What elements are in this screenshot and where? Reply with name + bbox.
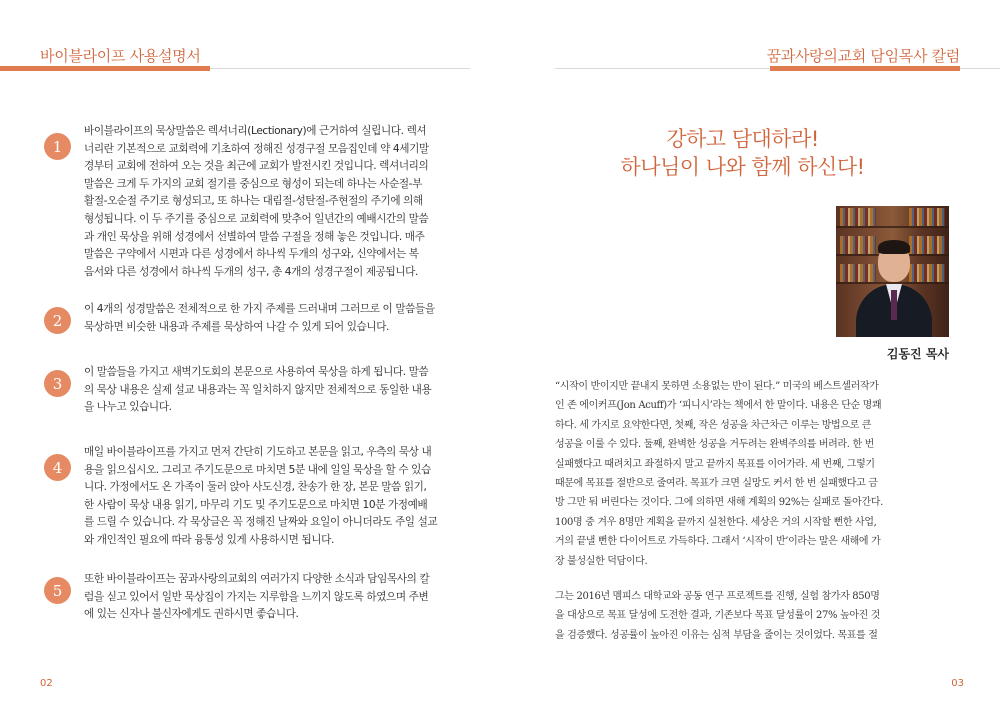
headline-line-1: 강하고 담대하라!: [666, 127, 819, 151]
headline-line-2: 하나님이 나와 함께 하신다!: [620, 155, 865, 179]
column-paragraph-1: “시작이 반이지만 끝내지 못하면 소용없는 반이 된다.” 미국의 베스트셀러작가 인 존 에이커프(Jon Acuff)가 ‘피니시’라는 책에서 한 말이다. 내용은 단순 명쾌 하다. 세 가지로 요약한다면, 첫째, 작은 성공을 차근차근 이루는 방법으로 큰 성공을 이룰 수 있다. 둘째, 완벽한 성공을 거두려는 완벽주의를 버려라. 한 번 실패했다고 때려치고 좌절하지 말고 끝까지 목표를 이어가라. 세 번째, 그렇기 때문에 목표를 절반으로 줄여라. 목표가 크면 실망도 커서 한 번 실패했다고 금 방 그만 둬 버린다는 것이다. 그에 의하면 새해 계획의 92%는 실패로 돌아간다. 100명 중 겨우 8명만 계획을 끝까지 실천한다. 세상은 거의 시작할 뻔한 사업, 거의 끝낼 뻔한 다이어트로 가득하다. 그래서 ‘시작이 반’이라는 말은 새해에 가 장 불성실한 덕담이다.: [555, 381, 883, 567]
left-page-number: 02: [40, 678, 53, 689]
column-headline: [555, 125, 930, 181]
left-header-accent-bar: [0, 66, 210, 71]
item-text-2: 이 4개의 성경말씀은 전체적으로 한 가지 주제를 드러내며 그러므로 이 말씀들을 묵상하면 비슷한 내용과 주제를 묵상하여 나갈 수 있게 되어 있습니다.: [84, 303, 435, 333]
right-header-title: 꿈과사랑의교회 담임목사 칼럼: [766, 47, 960, 65]
item-text-4: 매일 바이블라이프를 가지고 먼저 간단히 기도하고 본문을 읽고, 우측의 묵상 내 용을 읽으십시오. 그리고 주기도문으로 마치면 5분 내에 일일 묵상을 할 수 있습 니다. 가정에서도 온 가족이 둘러 앉아 사도신경, 찬송가 한 장, 본문 말씀 읽기, 한 사람이 묵상 내용 읽기, 마무리 기도 및 주기도문으로 마치면 10분 가정예배 를 드릴 수 있습니다. 각 묵상글은 꼭 정해진 날짜와 요일이 아니더라도 주일 설교 와 개인적인 필요에 따라 융통성 있게 사용하시면 됩니다.: [84, 446, 438, 546]
right-page: [500, 0, 1000, 709]
number-badge-3: 3: [44, 370, 71, 397]
item-text-3: 이 말씀들을 가지고 새벽기도회의 본문으로 사용하여 묵상을 하게 됩니다. 말씀 의 묵상 내용은 실제 설교 내용과는 꼭 일치하지 않지만 전체적으로 동일한 내용 을 나누고 있습니다.: [84, 366, 432, 414]
number-badge-1: 1: [44, 133, 71, 160]
number-badge-2: 2: [44, 307, 71, 334]
right-header-accent-bar: [770, 66, 960, 71]
number-badge-5: 5: [44, 577, 71, 604]
column-paragraph-2: 그는 2016년 멤피스 대학교와 공동 연구 프로젝트를 진행, 실험 참가자 850명 을 대상으로 목표 달성에 도전한 결과, 기존보다 목표 달성률이 27% 높아진 것 을 검증했다. 성공률이 높아진 이유는 심적 부담을 줄이는 것이었다. 목표를 절: [555, 591, 881, 641]
left-header-title: 바이블라이프 사용설명서: [40, 47, 201, 65]
item-text-5: 또한 바이블라이프는 꿈과사랑의교회의 여러가지 다양한 소식과 담임목사의 칼 럼을 싣고 있어서 일반 묵상집이 가지는 지루함을 느끼지 않도록 하였으며 주변 에 있는 신자나 불신자에게도 권하시면 좋습니다.: [84, 573, 430, 621]
right-page-number: 03: [951, 678, 964, 689]
author-byline: 김동진 목사: [886, 347, 949, 361]
number-badge-4: 4: [44, 454, 71, 481]
item-text-1: 바이블라이프의 묵상말씀은 렉셔너리(Lectionary)에 근거하여 실립니다. 렉셔 너리란 기본적으로 교회력에 기초하여 정해진 성경구절 모음집인데 약 4세기말 경부터 교회에 전하여 오는 것을 최근에 교회가 발전시킨 것입니다. 렉셔너리의 말씀은 크게 두 가지의 교회 절기를 중심으로 형성이 되는데 하나는 사순절-부 활절-오순절 주기로 형성되고, 또 하나는 대림절-성탄절-주현절의 주기에 의해 형성됩니다. 이 두 주기를 중심으로 교회력에 맞추어 일년간의 예배시간의 말씀 과 개인 묵상을 위해 성경에서 선별하여 말씀 구절을 정해 놓은 것입니다. 매주 말씀은 구약에서 시편과 다른 성경에서 하나씩 두개의 성구와, 신약에서는 복 음서와 다른 성경에서 하나씩 두개의 성구, 총 4개의 성경구절이 제공됩니다.: [84, 125, 429, 278]
pastor-portrait-photo: [836, 206, 949, 337]
